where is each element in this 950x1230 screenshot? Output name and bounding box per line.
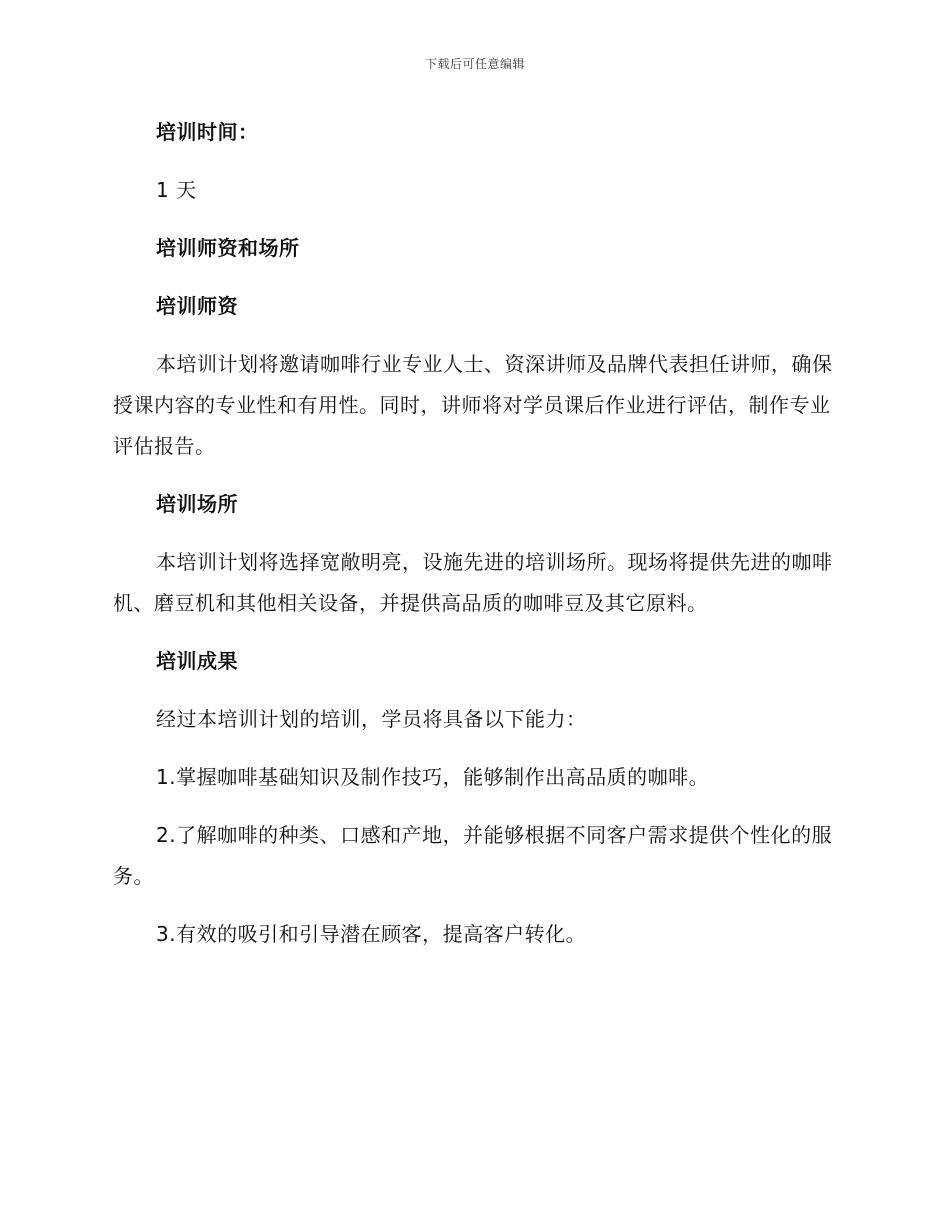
- faculty-paragraph: 本培训计划将邀请咖啡行业专业人士、资深讲师及品牌代表担任讲师，确保授课内容的专业性和有用性。同时，讲师将对学员课后作业进行评估，制作专业评估报告。: [113, 352, 833, 458]
- outcome-item-3: 3.有效的吸引和引导潜在顾客，提高客户转化。: [156, 922, 587, 946]
- header-note: 下载后可任意编辑: [424, 57, 525, 71]
- training-time-heading: 培训时间：: [156, 120, 259, 144]
- faculty-and-venue-heading: 培训师资和场所: [156, 236, 300, 260]
- training-time-value: 1 天: [156, 178, 197, 202]
- venue-heading: 培训场所: [156, 492, 238, 516]
- faculty-heading: 培训师资: [156, 294, 238, 318]
- venue-paragraph: 本培训计划将选择宽敞明亮，设施先进的培训场所。现场将提供先进的咖啡机、磨豆机和其他相关设备，并提供高品质的咖啡豆及其它原料。: [113, 550, 833, 615]
- outcome-item-1: 1.掌握咖啡基础知识及制作技巧，能够制作出高品质的咖啡。: [156, 765, 710, 789]
- outcomes-intro: 经过本培训计划的培训，学员将具备以下能力：: [156, 707, 587, 731]
- outcomes-heading: 培训成果: [156, 649, 238, 673]
- document-body: [113, 112, 835, 972]
- outcome-item-2: 2.了解咖啡的种类、口感和产地，并能够根据不同客户需求提供个性化的服务。: [113, 823, 833, 888]
